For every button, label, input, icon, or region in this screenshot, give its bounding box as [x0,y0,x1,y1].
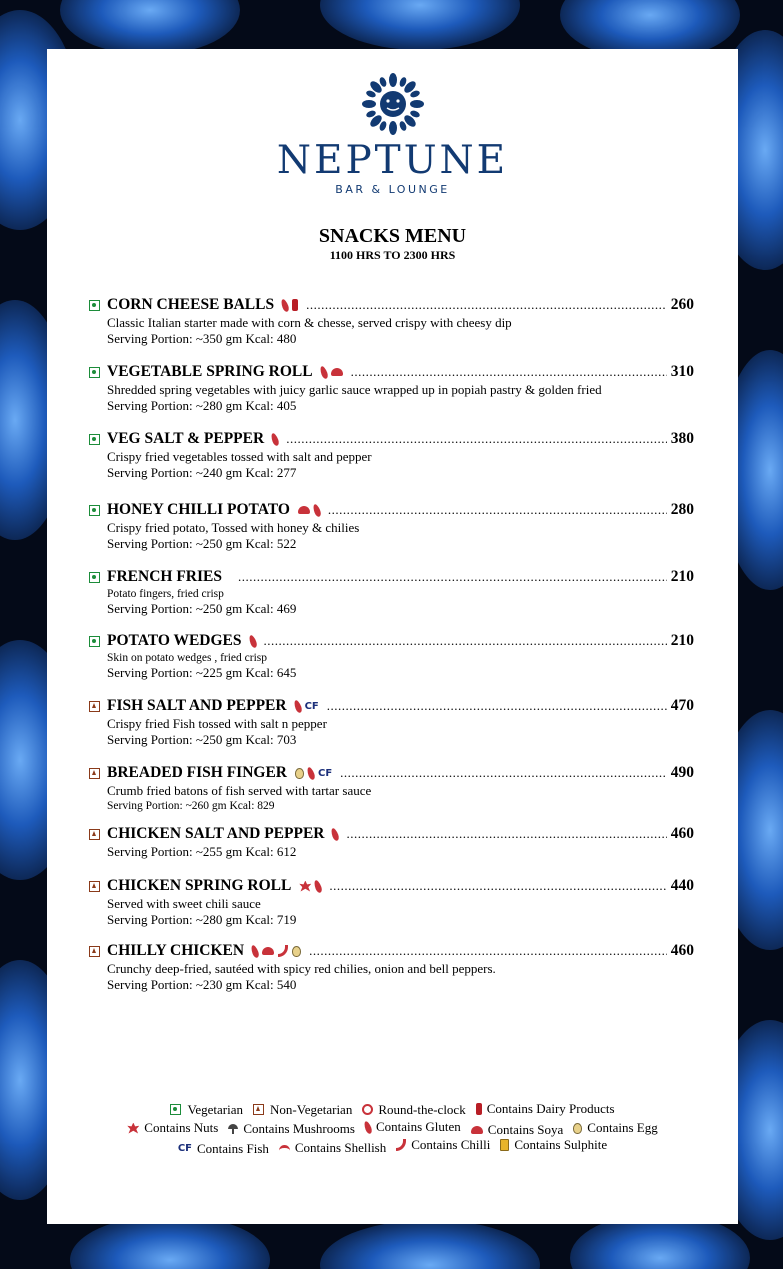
menu-item-portion: Serving Portion: ~250 gm Kcal: 469 [107,601,297,616]
gluten-icon [313,879,323,893]
menu-card [47,49,738,1224]
non-vegetarian-icon [89,829,100,840]
logo [47,73,738,196]
legend-item [127,1120,218,1136]
soya-icon [471,1126,483,1134]
menu-item-header [89,941,694,961]
menu-item-header [89,824,694,844]
menu-item-price: 380 [670,430,694,447]
legend-label: Contains Mushrooms [243,1120,355,1136]
soya-icon [298,506,310,514]
legend-item [500,1137,607,1153]
dot-leader [327,699,667,713]
gluten-icon [330,827,340,841]
menu-item-name: VEGETABLE SPRING ROLL [107,363,313,380]
chilli-icon [396,1139,406,1151]
legend-item [228,1121,355,1137]
soya-icon [331,368,343,376]
gluten-icon [247,634,257,648]
nuts-icon [127,1123,139,1134]
egg-icon [573,1123,582,1134]
menu-item-description: Shredded spring vegetables with juicy garlic sauce wrapped up in popiah pastry & golden fried [107,382,602,397]
menu-item-description: Served with sweet chili sauce [107,896,261,911]
menu-item-header [89,567,694,587]
menu-item-portion: Serving Portion: ~280 gm Kcal: 405 [107,398,297,413]
dot-leader [286,432,667,446]
legend-label: Contains Soya [487,1121,564,1137]
menu-item-price: 460 [670,942,694,959]
menu-item-portion: Serving Portion: ~240 gm Kcal: 277 [107,465,297,480]
menu-item [89,631,694,681]
menu-item-header [89,876,694,896]
chilli-icon [278,945,288,957]
legend-row-2 [47,1119,738,1138]
vegetarian-icon [89,300,100,311]
menu-item-price: 260 [670,296,694,313]
nuts-icon [299,881,311,892]
gluten-icon [293,699,303,713]
menu-item-portion: Serving Portion: ~250 gm Kcal: 703 [107,732,297,747]
gluten-icon [270,432,280,446]
menu-item [89,567,694,617]
legend-item [253,1102,352,1118]
legend-row-1 [47,1101,738,1119]
shellfish-icon [279,1145,290,1151]
menu-item-portion: Serving Portion: ~260 gm Kcal: 829 [107,800,275,812]
menu-item-header [89,696,694,716]
menu-item-price: 280 [670,501,694,518]
legend-label: Contains Fish [197,1140,269,1156]
dot-leader [309,944,667,958]
menu-item-description: Crispy fried potato, Tossed with honey & chilies [107,520,360,535]
dairy-icon [292,299,298,311]
menu-item-portion: Serving Portion: ~250 gm Kcal: 522 [107,536,297,551]
menu-item-description: Crispy fried vegetables tossed with salt and pepper [107,449,372,464]
menu-title: SNACKS MENU [318,225,467,247]
menu-item-price: 210 [670,632,694,649]
dot-leader [351,365,667,379]
menu-item-name: POTATO WEDGES [107,632,242,649]
legend-label: Contains Egg [587,1120,658,1135]
legend-row-3 [47,1137,738,1157]
allergen-tags [332,828,338,841]
gluten-icon [363,1120,373,1134]
brand-subtitle: BAR & LOUNGE [335,183,450,196]
fish-icon: CF [318,767,333,779]
legend-label: Vegetarian [187,1101,244,1117]
allergen-tags [295,700,319,713]
menu-item-portion: Serving Portion: ~280 gm Kcal: 719 [107,912,297,927]
menu-item [89,763,694,813]
vegetarian-icon [89,505,100,516]
gluten-icon [306,766,316,780]
menu-item-description: Crispy fried Fish tossed with salt n pepper [107,716,327,731]
mushroom-icon [228,1124,238,1134]
menu-item-header [89,295,694,315]
menu-item-name: FISH SALT AND PEPPER [107,697,287,714]
dot-leader [238,570,667,584]
dot-leader [264,634,667,648]
menu-item [89,941,694,993]
legend-label: Contains Nuts [144,1120,219,1135]
allergen-tags [282,299,298,312]
clock-icon [362,1104,373,1115]
legend-item [279,1140,386,1156]
dot-leader [329,879,666,893]
menu-item-description: Crumb fried batons of fish served with tartar sauce [107,783,372,798]
menu-item-price: 440 [670,877,694,894]
menu-item-name: CHICKEN SPRING ROLL [107,877,292,894]
legend-label: Contains Sulphite [514,1137,608,1152]
neptune-sun-icon [362,73,424,135]
vegetarian-icon [170,1104,181,1115]
menu-item-header [89,763,694,783]
menu-item [89,362,694,414]
legend-label: Contains Gluten [375,1119,461,1134]
allergen-tags [250,635,256,648]
menu-item-name: CHILLY CHICKEN [107,942,245,959]
menu-item-header [89,500,694,520]
menu-item-price: 470 [670,697,694,714]
allergen-tags [321,366,343,379]
menu-item-portion: Serving Portion: ~255 gm Kcal: 612 [107,844,297,859]
fish-icon: CF [304,700,319,712]
egg-icon [292,946,301,957]
menu-item [89,295,694,347]
egg-icon [295,768,304,779]
menu-item-description: Classic Italian starter made with corn & chesse, served crispy with cheesy dip [107,315,512,330]
allergen-tags [298,504,320,517]
gluten-icon [319,365,329,379]
allergen-tags [252,945,301,958]
vegetarian-icon [89,434,100,445]
allergen-tags [295,767,332,780]
legend-item [170,1102,243,1118]
menu-item-description: Skin on potato wedges , fried crisp [107,652,268,664]
dot-leader [346,827,666,841]
menu-item-price: 490 [670,764,694,781]
menu-item [89,876,694,928]
menu-item-name: CORN CHEESE BALLS [107,296,275,313]
menu-item-description: Crunchy deep-fried, sautéed with spicy red chilies, onion and bell peppers. [107,961,496,976]
menu-item-description: Potato fingers, fried crisp [107,588,224,600]
menu-item-name: FRENCH FRIES [107,568,222,585]
vegetarian-icon [89,572,100,583]
sulphite-icon [500,1139,509,1151]
menu-item-header [89,631,694,651]
legend-item [178,1141,269,1157]
dot-leader [328,503,667,517]
non-vegetarian-icon [89,946,100,957]
menu-item-header [89,362,694,382]
non-vegetarian-icon [253,1104,264,1115]
legend-label: Contains Dairy Products [486,1101,615,1116]
legend-item [362,1102,465,1118]
menu-item [89,696,694,748]
soya-icon [262,947,274,955]
menu-item-name: HONEY CHILLI POTATO [107,501,290,518]
dot-leader [306,298,667,312]
menu-item-portion: Serving Portion: ~350 gm Kcal: 480 [107,331,297,346]
non-vegetarian-icon [89,701,100,712]
menu-item-header [89,429,694,449]
dot-leader [340,766,667,780]
menu-item [89,500,694,552]
legend-item [476,1101,615,1117]
fish-icon: CF [177,1143,192,1154]
non-vegetarian-icon [89,881,100,892]
menu-item-name: VEG SALT & PEPPER [107,430,265,447]
menu-item-name: BREADED FISH FINGER [107,764,287,781]
allergen-tags [272,433,278,446]
gluten-icon [312,503,322,517]
legend-item [396,1137,490,1153]
menu-item [89,824,694,860]
allergen-tags [299,880,321,893]
legend-label: Non-Vegetarian [270,1101,353,1117]
menu-item-portion: Serving Portion: ~225 gm Kcal: 645 [107,665,297,680]
legend-item [365,1119,461,1135]
legend-label: Contains Shellish [294,1140,387,1155]
menu-item-portion: Serving Portion: ~230 gm Kcal: 540 [107,977,297,992]
menu-item-name: CHICKEN SALT AND PEPPER [107,825,325,842]
non-vegetarian-icon [89,768,100,779]
legend-item [573,1120,657,1136]
gluten-icon [250,944,260,958]
vegetarian-icon [89,636,100,647]
legend-label: Round-the-clock [378,1101,466,1117]
dairy-icon [476,1103,482,1115]
menu-item-price: 210 [670,568,694,585]
vegetarian-icon [89,367,100,378]
menu-item [89,429,694,481]
menu-item-price: 460 [670,825,694,842]
brand-name: NEPTUNE [276,138,509,183]
menu-hours: 1100 HRS TO 2300 HRS [329,248,456,262]
gluten-icon [280,298,290,312]
menu-item-price: 310 [670,363,694,380]
legend-label: Contains Chilli [411,1137,491,1152]
legend-item [471,1122,563,1138]
